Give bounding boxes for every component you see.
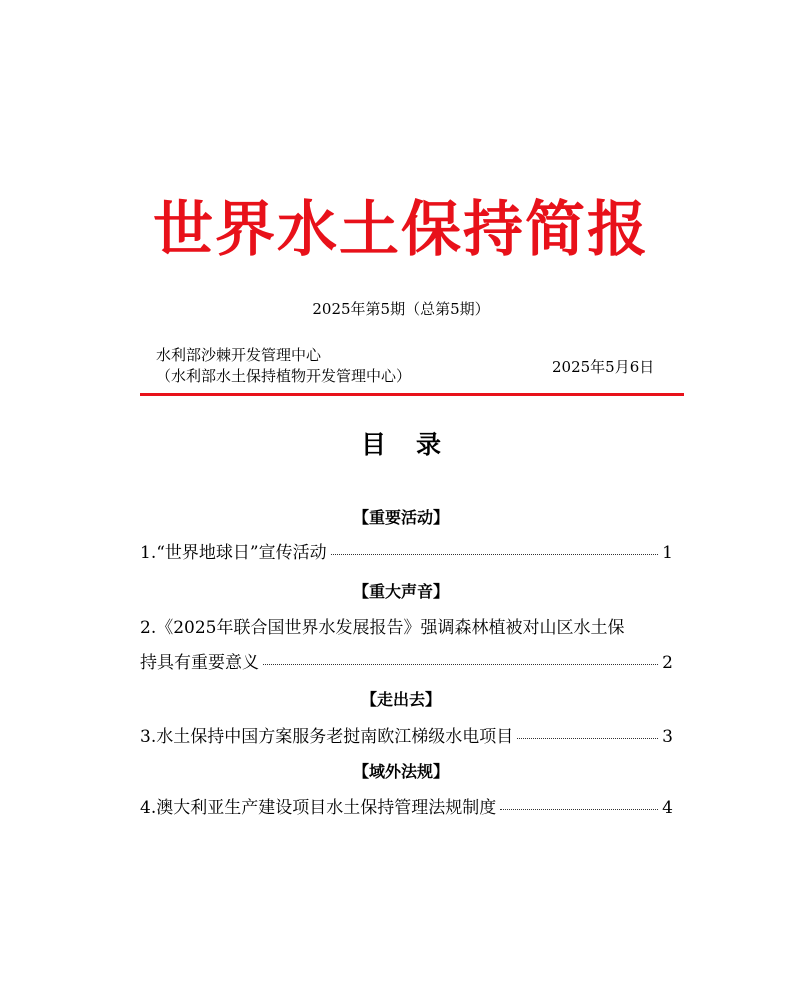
toc-entry-4[interactable] — [140, 800, 673, 817]
leader-dots — [500, 809, 658, 810]
toc-entry-1[interactable] — [140, 545, 673, 562]
publisher-alt-name: （水利部水土保持植物开发管理中心） — [156, 367, 412, 385]
toc-entry-page: 3 — [662, 727, 673, 747]
toc-entry-title: 4.澳大利亚生产建设项目水土保持管理法规制度 — [140, 798, 497, 818]
header-divider — [140, 393, 684, 396]
section-heading-foreign-regulations: 【域外法规】 — [352, 762, 449, 781]
toc-entry-page: 4 — [662, 798, 673, 818]
toc-entry-2[interactable] — [140, 655, 673, 672]
toc-title-char-2: 录 — [416, 430, 442, 459]
masthead-title: 世界水土保持简报 — [153, 195, 649, 265]
publisher-block — [156, 345, 411, 387]
toc-entry-title: 1.“世界地球日”宣传活动 — [140, 543, 327, 563]
leader-dots — [331, 554, 659, 555]
toc-entry-title: 3.水土保持中国方案服务老挝南欧江梯级水电项目 — [140, 727, 514, 747]
leader-dots — [263, 664, 658, 665]
toc-entry-page: 1 — [662, 543, 673, 563]
issue-number: 2025年第5期（总第5期） — [312, 300, 490, 318]
section-heading-going-global: 【走出去】 — [360, 690, 441, 709]
toc-entry-title: 持具有重要意义 — [140, 653, 259, 673]
publisher-name: 水利部沙棘开发管理中心 — [156, 346, 322, 364]
toc-title — [0, 432, 802, 457]
section-heading-major-voices: 【重大声音】 — [352, 582, 449, 601]
section-heading-important-activities: 【重要活动】 — [352, 508, 449, 527]
toc-title-char-1: 目 — [360, 430, 386, 459]
toc-entry-page: 2 — [662, 653, 673, 673]
toc-entry-2-line1[interactable]: 2.《2025年联合国世界水发展报告》强调森林植被对山区水土保 — [140, 618, 625, 638]
leader-dots — [517, 738, 658, 739]
toc-entry-3[interactable] — [140, 729, 673, 746]
publication-date: 2025年5月6日 — [552, 358, 655, 376]
